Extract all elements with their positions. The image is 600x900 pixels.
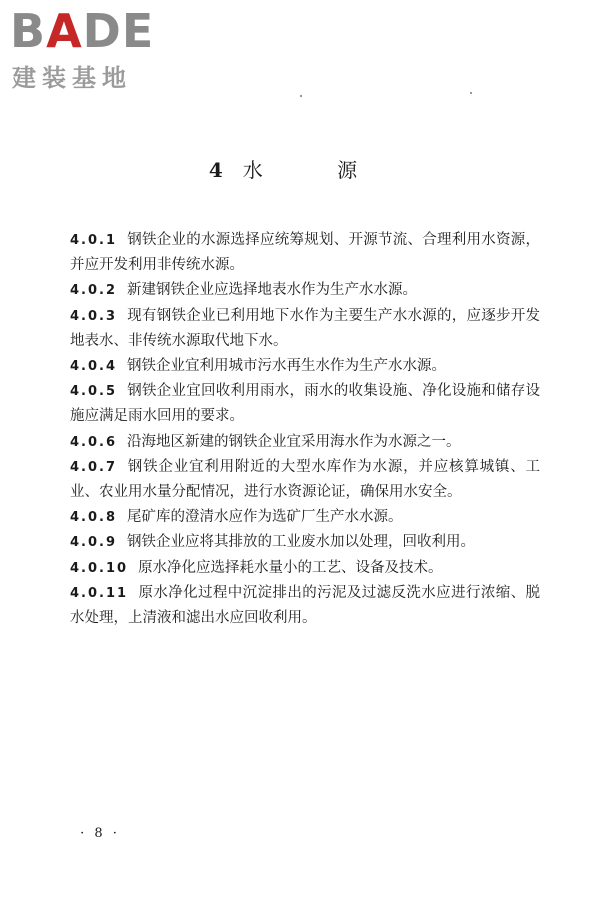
clause-item (70, 228, 540, 278)
scan-speck (470, 92, 472, 94)
clause-item (70, 581, 540, 631)
clause-item (70, 455, 540, 505)
clause-item (70, 530, 540, 555)
clause-text: 现有钢铁企业已利用地下水作为主要生产水水源的，应逐步开发地表水、非传统水源取代地下水。 (70, 307, 540, 349)
clause-number: 4.0.10 (70, 560, 129, 576)
clause-text: 沿海地区新建的钢铁企业宜采用海水作为水源之一。 (127, 433, 461, 450)
clause-item (70, 304, 540, 354)
clause-number: 4.0.3 (70, 308, 118, 324)
clause-list (70, 228, 540, 631)
logo-wordmark: BADE (10, 4, 155, 58)
clause-text: 原水净化应选择耗水量小的工艺、设备及技术。 (138, 559, 443, 576)
clause-text: 新建钢铁企业应选择地表水作为生产水水源。 (127, 282, 418, 299)
chapter-heading (0, 154, 600, 183)
page-number: · 8 · (80, 826, 120, 841)
clause-text: 钢铁企业宜回收利用雨水，雨水的收集设施、净化设施和储存设施应满足雨水回用的要求。 (70, 383, 540, 425)
clause-number: 4.0.2 (70, 283, 118, 299)
clause-number: 4.0.6 (70, 434, 118, 450)
clause-item (70, 278, 540, 303)
chapter-number: 4 (208, 158, 225, 182)
scan-speck (300, 95, 302, 97)
clause-text: 钢铁企业宜利用城市污水再生水作为生产水水源。 (127, 358, 447, 375)
clause-item (70, 354, 540, 379)
clause-text: 钢铁企业应将其排放的工业废水加以处理，回收利用。 (127, 534, 476, 551)
clause-text: 原水净化过程中沉淀排出的污泥及过滤反洗水应进行浓缩、脱水处理，上清液和滤出水应回收利用。 (70, 584, 540, 627)
chapter-title-text: 水 源 (242, 158, 392, 182)
logo-accent-letter: A (46, 4, 83, 58)
bade-logo (10, 6, 180, 96)
clause-number: 4.0.11 (70, 585, 129, 601)
clause-text: 钢铁企业宜利用附近的大型水库作为水源，并应核算城镇、工业、农业用水量分配情况，进行水资源论证，确保用水安全。 (70, 458, 540, 501)
clause-number: 4.0.9 (70, 535, 118, 551)
clause-text: 尾矿库的澄清水应作为选矿厂生产水水源。 (127, 509, 403, 526)
clause-number: 4.0.5 (70, 384, 118, 400)
clause-item (70, 379, 540, 429)
clause-item (70, 430, 540, 455)
clause-number: 4.0.8 (70, 510, 118, 526)
clause-text: 钢铁企业的水源选择应统筹规划、开源节流、合理利用水资源，并应开发利用非传统水源。 (70, 232, 540, 274)
clause-number: 4.0.4 (70, 359, 118, 375)
clause-number: 4.0.1 (70, 233, 118, 248)
clause-item (70, 556, 540, 581)
logo-subtitle: 建装基地 (12, 64, 132, 92)
clause-item (70, 505, 540, 530)
clause-number: 4.0.7 (70, 459, 118, 475)
